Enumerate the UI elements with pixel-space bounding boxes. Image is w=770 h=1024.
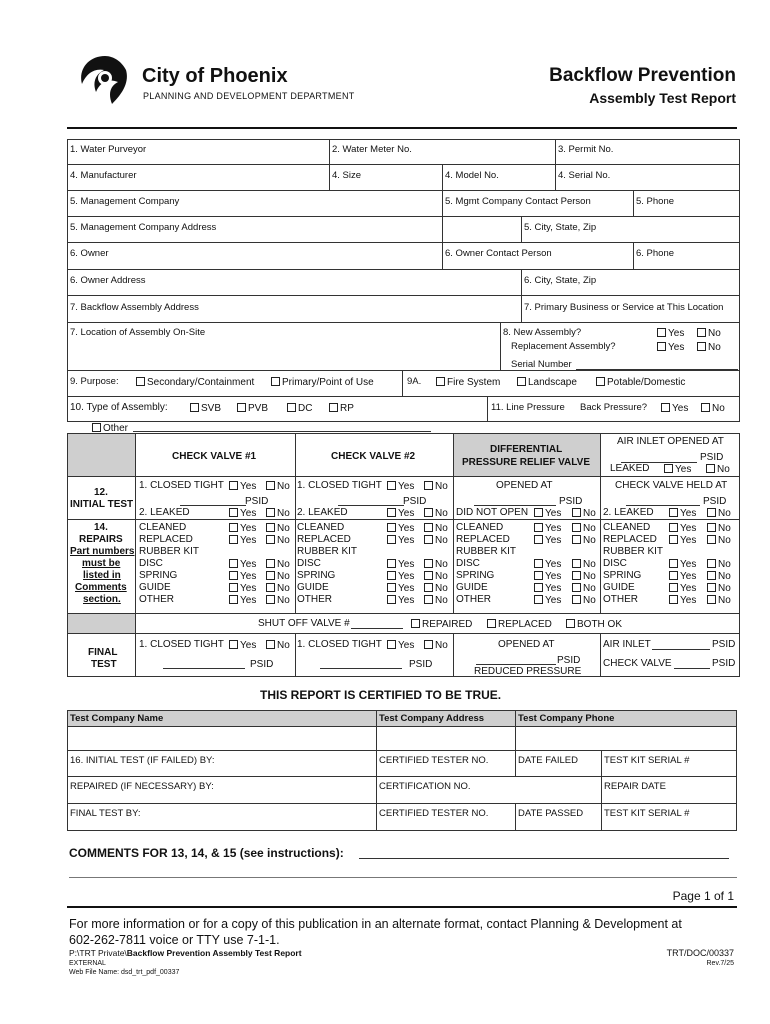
- pvb-option[interactable]: PVB: [237, 403, 268, 414]
- air-psid-label: PSID: [700, 452, 724, 463]
- comments-line-1[interactable]: [359, 858, 729, 859]
- cv1-leaked: 2. LEAKED: [139, 507, 190, 518]
- part-no[interactable]: No: [266, 535, 290, 546]
- final-relief-psid: PSID: [557, 655, 581, 666]
- part-label: SPRING: [139, 570, 178, 581]
- part-yes[interactable]: Yes: [387, 571, 414, 582]
- repaired-by[interactable]: REPAIRED (IF NECESSARY) BY:: [70, 781, 214, 792]
- initial-kit-serial[interactable]: TEST KIT SERIAL #: [604, 755, 690, 766]
- assembly-type-label: 10. Type of Assembly:: [70, 402, 168, 413]
- part-yes[interactable]: Yes: [229, 535, 256, 546]
- part-label: GUIDE: [139, 582, 171, 593]
- part-yes[interactable]: Yes: [387, 523, 414, 534]
- diff-header-2: PRESSURE RELIEF VALVE: [462, 457, 590, 468]
- air-leaked-2: 2. LEAKED: [603, 507, 654, 518]
- shutoff-repaired[interactable]: REPAIRED: [411, 619, 472, 630]
- part-no[interactable]: No: [572, 535, 596, 546]
- part-no[interactable]: No: [424, 523, 448, 534]
- relief-psid: PSID: [559, 496, 583, 507]
- repair-date[interactable]: REPAIR DATE: [604, 781, 666, 792]
- part-no[interactable]: No: [707, 559, 731, 570]
- owner-city-field[interactable]: 6. City, State, Zip: [524, 275, 597, 286]
- part-no[interactable]: No: [707, 523, 731, 534]
- part-yes[interactable]: Yes: [669, 535, 696, 546]
- header-rule: [67, 127, 737, 129]
- web-file-name: Web File Name: dsd_trt_pdf_00337: [69, 969, 180, 976]
- owner-contact-field[interactable]: 6. Owner Contact Person: [445, 248, 552, 259]
- test-company-address[interactable]: Test Company Address: [379, 713, 485, 724]
- cv2-leaked-no[interactable]: No: [424, 508, 448, 519]
- air-leaked-no[interactable]: No: [706, 464, 730, 475]
- 9a-label: 9A.: [407, 376, 422, 387]
- serial-number-label: Serial Number: [511, 359, 572, 370]
- line-pressure-label: 11. Line Pressure: [491, 402, 565, 413]
- part-label: SPRING: [603, 570, 642, 581]
- doc-number: TRT/DOC/00337: [666, 948, 734, 958]
- final-air-psid: PSID: [712, 639, 736, 650]
- repairs-note-1: Part numbers: [70, 546, 135, 557]
- part-yes[interactable]: Yes: [229, 571, 256, 582]
- other-type-option[interactable]: Other: [92, 423, 128, 434]
- part-label: CLEANED: [139, 522, 187, 533]
- initial-test-num: 12.: [94, 487, 108, 498]
- part-no[interactable]: No: [707, 535, 731, 546]
- part-yes[interactable]: Yes: [229, 523, 256, 534]
- repairs-note-2: must be: [82, 558, 121, 569]
- water-meter-field[interactable]: 2. Water Meter No.: [332, 144, 412, 155]
- initial-tester-no[interactable]: CERTIFIED TESTER NO.: [379, 755, 489, 766]
- part-label: OTHER: [603, 594, 638, 605]
- replacement-yes[interactable]: Yes: [657, 342, 684, 353]
- back-pressure-label: Back Pressure?: [580, 402, 648, 413]
- part-label: SPRING: [456, 570, 495, 581]
- initial-test-by[interactable]: 16. INITIAL TEST (IF FAILED) BY:: [70, 755, 215, 766]
- landscape-option[interactable]: Landscape: [517, 377, 577, 388]
- shutoff-replaced[interactable]: REPLACED: [487, 619, 552, 630]
- part-yes[interactable]: Yes: [229, 583, 256, 594]
- water-purveyor-field[interactable]: 1. Water Purveyor: [70, 144, 147, 155]
- potable-option[interactable]: Potable/Domestic: [596, 377, 685, 388]
- cv1-closed-yes[interactable]: Yes: [229, 481, 256, 492]
- part-label: OTHER: [139, 594, 174, 605]
- model-field[interactable]: 4. Model No.: [445, 170, 499, 181]
- cv1-closed-no[interactable]: No: [266, 481, 290, 492]
- part-label: OTHER: [297, 594, 332, 605]
- part-no[interactable]: No: [572, 559, 596, 570]
- check-valve-held-at: CHECK VALVE HELD AT: [615, 480, 728, 491]
- part-label: DISC: [139, 558, 163, 569]
- dc-option[interactable]: DC: [287, 403, 312, 414]
- part-label: RUBBER KIT: [139, 546, 200, 557]
- part-label: REPLACED: [297, 534, 351, 545]
- part-yes[interactable]: Yes: [387, 583, 414, 594]
- part-label: RUBBER KIT: [603, 546, 664, 557]
- part-no[interactable]: No: [424, 571, 448, 582]
- comments-line-2[interactable]: [69, 877, 737, 878]
- final-test-label-2: TEST: [91, 659, 117, 670]
- form-title: Backflow Prevention: [549, 65, 736, 86]
- final-cv2-closed: 1. CLOSED TIGHT: [297, 639, 382, 650]
- held-leaked-no[interactable]: No: [707, 508, 731, 519]
- final-cv2-no[interactable]: No: [424, 640, 448, 651]
- part-yes[interactable]: Yes: [669, 559, 696, 570]
- new-assembly-no[interactable]: No: [697, 328, 721, 339]
- owner-phone-field[interactable]: 6. Phone: [636, 248, 675, 259]
- date-passed[interactable]: DATE PASSED: [518, 808, 584, 819]
- reduced-pressure-label: REDUCED PRESSURE: [474, 666, 582, 677]
- final-air-inlet: AIR INLET: [603, 639, 651, 650]
- air-leaked-yes[interactable]: Yes: [664, 464, 691, 475]
- cv1-closed-tight: 1. CLOSED TIGHT: [139, 480, 224, 491]
- page-number: Page 1 of 1: [672, 889, 734, 903]
- part-yes[interactable]: Yes: [534, 571, 561, 582]
- check-valve-2-header: CHECK VALVE #2: [331, 451, 416, 462]
- part-label: GUIDE: [456, 582, 488, 593]
- part-no[interactable]: No: [424, 595, 448, 606]
- purpose-secondary[interactable]: Secondary/Containment: [136, 377, 254, 388]
- part-label: GUIDE: [297, 582, 329, 593]
- test-company-phone[interactable]: Test Company Phone: [518, 713, 615, 724]
- repairs-note-4: Comments: [75, 582, 127, 593]
- part-yes[interactable]: Yes: [387, 595, 414, 606]
- cv2-psid: PSID: [403, 496, 427, 507]
- part-yes[interactable]: Yes: [229, 559, 256, 570]
- final-cv-psid: PSID: [712, 658, 736, 669]
- part-label: DISC: [603, 558, 627, 569]
- relief-didnot-yes[interactable]: Yes: [534, 508, 561, 519]
- back-pressure-yes[interactable]: Yes: [661, 403, 688, 414]
- department-name: PLANNING AND DEVELOPMENT DEPARTMENT: [143, 91, 355, 101]
- part-no[interactable]: No: [266, 571, 290, 582]
- mgmt-company-field[interactable]: 5. Management Company: [70, 196, 180, 207]
- assembly-address-field[interactable]: 7. Backflow Assembly Address: [70, 302, 199, 313]
- back-pressure-no[interactable]: No: [701, 403, 725, 414]
- owner-field[interactable]: 6. Owner: [70, 248, 109, 259]
- part-label: REPLACED: [139, 534, 193, 545]
- part-yes[interactable]: Yes: [669, 571, 696, 582]
- part-label: RUBBER KIT: [456, 546, 517, 557]
- part-label: CLEANED: [297, 522, 345, 533]
- part-no[interactable]: No: [424, 535, 448, 546]
- part-yes[interactable]: Yes: [387, 535, 414, 546]
- city-name: City of Phoenix: [142, 65, 288, 87]
- size-field[interactable]: 4. Size: [332, 170, 362, 181]
- file-path: P:\TRT Private\Backflow Prevention Assembly Test Report: [69, 948, 302, 958]
- part-no[interactable]: No: [266, 523, 290, 534]
- final-tester-no[interactable]: CERTIFIED TESTER NO.: [379, 808, 489, 819]
- part-yes[interactable]: Yes: [534, 559, 561, 570]
- fire-system-option[interactable]: Fire System: [436, 377, 500, 388]
- repairs-num: 14.: [94, 522, 108, 533]
- part-label: REPLACED: [603, 534, 657, 545]
- part-yes[interactable]: Yes: [669, 583, 696, 594]
- cv1-leaked-yes[interactable]: Yes: [229, 508, 256, 519]
- final-cv1-psid: PSID: [250, 659, 274, 670]
- part-yes[interactable]: Yes: [534, 535, 561, 546]
- part-no[interactable]: No: [572, 595, 596, 606]
- part-label: RUBBER KIT: [297, 546, 358, 557]
- certified-statement: THIS REPORT IS CERTIFIED TO BE TRUE.: [260, 688, 502, 702]
- date-failed[interactable]: DATE FAILED: [518, 755, 579, 766]
- part-yes[interactable]: Yes: [229, 595, 256, 606]
- comments-label: COMMENTS FOR 13, 14, & 15 (see instructions):: [69, 846, 344, 860]
- owner-address-field[interactable]: 6. Owner Address: [70, 275, 146, 286]
- new-assembly-label: 8. New Assembly?: [503, 327, 582, 338]
- part-no[interactable]: No: [266, 583, 290, 594]
- part-no[interactable]: No: [572, 523, 596, 534]
- cv2-leaked: 2. LEAKED: [297, 507, 348, 518]
- repairs-label: REPAIRS: [79, 534, 123, 545]
- cv1-psid: PSID: [245, 496, 269, 507]
- final-kit-serial[interactable]: TEST KIT SERIAL #: [604, 808, 690, 819]
- repairs-note-5: section.: [83, 594, 121, 605]
- check-valve-1-header: CHECK VALVE #1: [172, 451, 257, 462]
- rp-option[interactable]: RP: [329, 403, 354, 414]
- part-yes[interactable]: Yes: [387, 559, 414, 570]
- form-subtitle: Assembly Test Report: [589, 90, 736, 106]
- external-label: EXTERNAL: [69, 960, 106, 967]
- held-leaked-yes[interactable]: Yes: [669, 508, 696, 519]
- final-cv1-yes[interactable]: Yes: [229, 640, 256, 651]
- part-label: GUIDE: [603, 582, 635, 593]
- replacement-assembly-label: Replacement Assembly?: [511, 341, 616, 352]
- final-test-label-1: FINAL: [88, 647, 118, 658]
- final-cv2-psid: PSID: [409, 659, 433, 670]
- purpose-label: 9. Purpose:: [70, 376, 119, 387]
- part-label: REPLACED: [456, 534, 510, 545]
- held-psid: PSID: [703, 496, 727, 507]
- part-label: DISC: [297, 558, 321, 569]
- part-label: CLEANED: [456, 522, 504, 533]
- relief-opened-at: OPENED AT: [496, 480, 553, 491]
- footer-info-1: For more information or for a copy of this publication in an alternate format, contact Planning & Development at: [69, 917, 682, 931]
- part-label: DISC: [456, 558, 480, 569]
- part-label: CLEANED: [603, 522, 651, 533]
- diff-header-1: DIFFERENTIAL: [490, 444, 563, 455]
- final-cv1-no[interactable]: No: [266, 640, 290, 651]
- revision: Rev.7/25: [706, 960, 734, 967]
- mgmt-address-field[interactable]: 5. Management Company Address: [70, 222, 217, 233]
- test-company-name[interactable]: Test Company Name: [70, 713, 164, 724]
- part-no[interactable]: No: [424, 583, 448, 594]
- cv1-leaked-no[interactable]: No: [266, 508, 290, 519]
- shutoff-valve-label: SHUT OFF VALVE #: [258, 618, 350, 629]
- replacement-no[interactable]: No: [697, 342, 721, 353]
- final-relief-opened: OPENED AT: [498, 639, 555, 650]
- relief-didnot-no[interactable]: No: [572, 508, 596, 519]
- purpose-primary[interactable]: Primary/Point of Use: [271, 377, 374, 388]
- final-test-by[interactable]: FINAL TEST BY:: [70, 808, 141, 819]
- part-label: OTHER: [456, 594, 491, 605]
- cv2-closed-yes[interactable]: Yes: [387, 481, 414, 492]
- cv2-leaked-yes[interactable]: Yes: [387, 508, 414, 519]
- part-yes[interactable]: Yes: [669, 523, 696, 534]
- mgmt-contact-field[interactable]: 5. Mgmt Company Contact Person: [445, 196, 591, 207]
- primary-business-field[interactable]: 7. Primary Business or Service at This Location: [524, 302, 724, 313]
- serial-field[interactable]: 4. Serial No.: [558, 170, 611, 181]
- final-cv1-closed: 1. CLOSED TIGHT: [139, 639, 224, 650]
- part-label: SPRING: [297, 570, 336, 581]
- relief-did-not-open: DID NOT OPEN: [456, 507, 529, 518]
- part-no[interactable]: No: [572, 583, 596, 594]
- part-no[interactable]: No: [266, 595, 290, 606]
- shutoff-both-ok[interactable]: BOTH OK: [566, 619, 622, 630]
- city-logo-icon: [74, 52, 136, 110]
- footer-info-2: 602-262-7811 voice or TTY use 7-1-1.: [69, 933, 280, 947]
- air-leaked-label: LEAKED: [610, 463, 650, 474]
- part-no[interactable]: No: [707, 583, 731, 594]
- part-no[interactable]: No: [424, 559, 448, 570]
- cv2-closed-tight: 1. CLOSED TIGHT: [297, 480, 382, 491]
- part-no[interactable]: No: [572, 571, 596, 582]
- svb-option[interactable]: SVB: [190, 403, 221, 414]
- part-yes[interactable]: Yes: [534, 523, 561, 534]
- manufacturer-field[interactable]: 4. Manufacturer: [70, 170, 137, 181]
- repairs-note-3: listed in: [83, 570, 121, 581]
- permit-field[interactable]: 3. Permit No.: [558, 144, 614, 155]
- location-onsite-field[interactable]: 7. Location of Assembly On-Site: [70, 327, 206, 338]
- new-assembly-yes[interactable]: Yes: [657, 328, 684, 339]
- part-no[interactable]: No: [266, 559, 290, 570]
- initial-test-label: INITIAL TEST: [70, 499, 134, 510]
- part-no[interactable]: No: [707, 595, 731, 606]
- mgmt-city-field[interactable]: 5. City, State, Zip: [524, 222, 597, 233]
- final-cv2-yes[interactable]: Yes: [387, 640, 414, 651]
- cv2-closed-no[interactable]: No: [424, 481, 448, 492]
- part-yes[interactable]: Yes: [669, 595, 696, 606]
- part-yes[interactable]: Yes: [534, 583, 561, 594]
- air-inlet-header: AIR INLET OPENED AT: [617, 436, 724, 447]
- part-yes[interactable]: Yes: [534, 595, 561, 606]
- certification-no[interactable]: CERTIFICATION NO.: [379, 781, 471, 792]
- final-check-valve: CHECK VALVE: [603, 658, 672, 669]
- part-no[interactable]: No: [707, 571, 731, 582]
- mgmt-phone-field[interactable]: 5. Phone: [636, 196, 675, 207]
